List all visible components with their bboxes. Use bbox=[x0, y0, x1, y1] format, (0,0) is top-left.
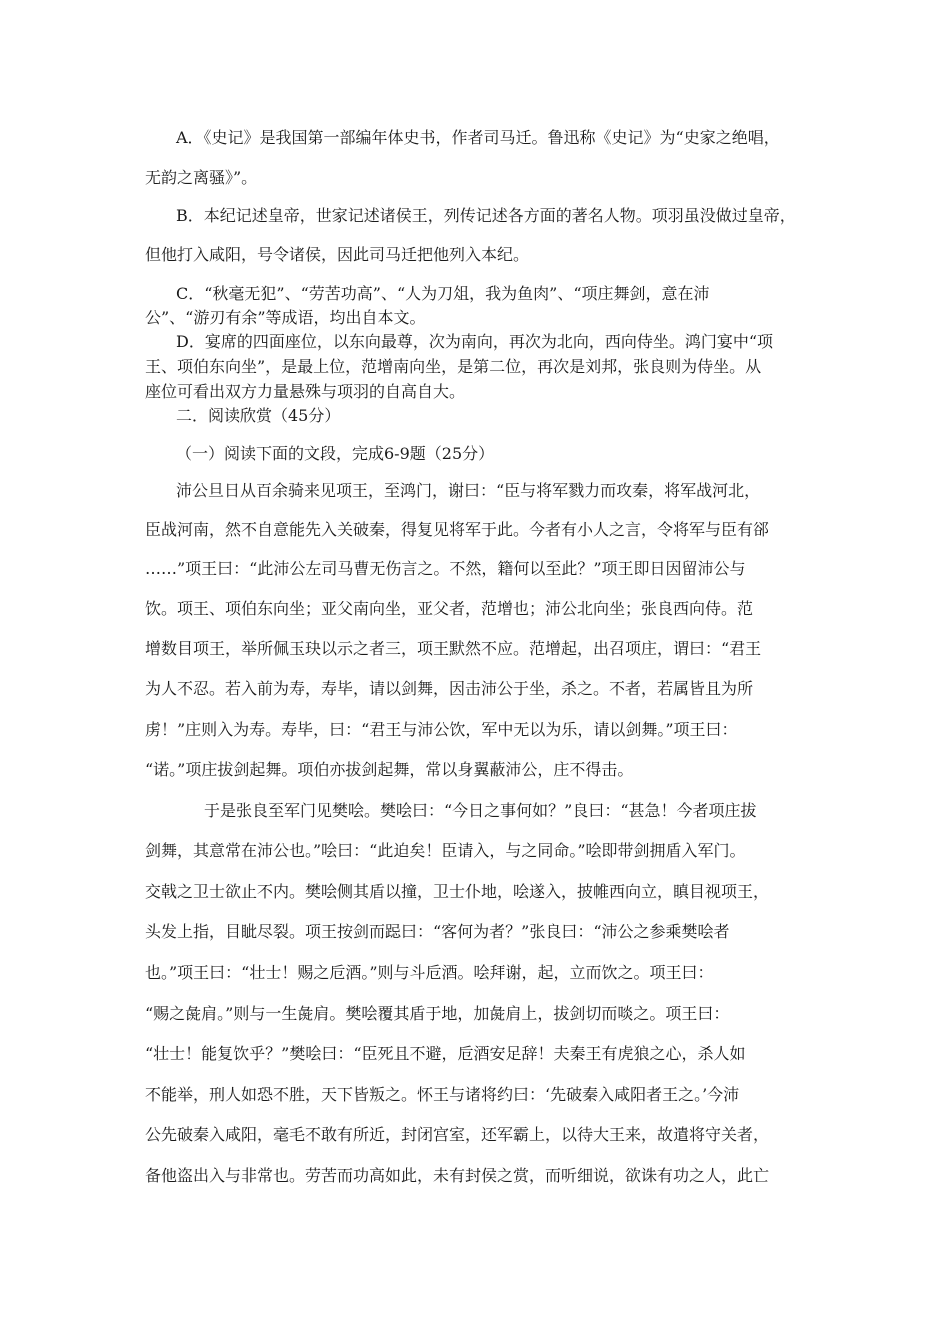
passage-p2-line-3: 交戟之卫士欲止不内。樊哙侧其盾以撞，卫士仆地，哙遂入，披帷西向立，瞋目视项王， bbox=[145, 882, 770, 901]
section-subheading: （一）阅读下面的文段，完成6-9题（25分） bbox=[176, 444, 495, 463]
passage-p2-line-9: 公先破秦入咸阳，毫毛不敢有所近，封闭宫室，还军霸上，以待大王来，故遣将守关者， bbox=[145, 1125, 770, 1144]
option-d-line-2: 王、项伯东向坐”，是最上位，范增南向坐，是第二位，再次是刘邦，张良则为侍坐。从 bbox=[145, 357, 762, 376]
passage-p1-line-2: 臣战河南，然不自意能先入关破秦，得复见将军于此。今者有小人之言，令将军与臣有郤 bbox=[145, 520, 770, 539]
section-heading: 二．阅读欣赏（45分） bbox=[176, 406, 341, 425]
passage-p2-line-5: 也。”项王曰：“壮士！赐之卮酒。”则与斗卮酒。哙拜谢，起，立而饮之。项王曰： bbox=[145, 963, 714, 982]
option-b-line-2: 但他打入咸阳，号令诸侯，因此司马迁把他列入本纪。 bbox=[145, 245, 530, 264]
passage-p2-line-8: 不能举，刑人如恐不胜，天下皆叛之。怀王与诸将约曰：‘先破秦入咸阳者王之。’今沛 bbox=[145, 1085, 740, 1104]
passage-p2-line-4: 头发上指，目眦尽裂。项王按剑而跽曰：“客何为者？”张良曰：“沛公之参乘樊哙者 bbox=[145, 922, 730, 941]
passage-p1-line-1: 沛公旦日从百余骑来见项王，至鸿门，谢曰：“臣与将军戮力而攻秦，将军战河北， bbox=[176, 481, 761, 500]
passage-p1-line-4: 饮。项王、项伯东向坐；亚父南向坐，亚父者，范增也；沛公北向坐；张良西向侍。范 bbox=[145, 599, 754, 618]
passage-p2-line-1: 于是张良至军门见樊哙。樊哙曰：“今日之事何如？”良曰：“甚急！今者项庄拔 bbox=[204, 801, 757, 820]
option-a-line-2: 无韵之离骚》”。 bbox=[145, 168, 258, 187]
passage-p1-line-5: 增数目项王，举所佩玉玦以示之者三，项王默然不应。范增起，出召项庄，谓曰：“君王 bbox=[145, 639, 762, 658]
passage-p1-line-6: 为人不忍。若入前为寿，寿毕，请以剑舞，因击沛公于坐，杀之。不者，若属皆且为所 bbox=[145, 679, 754, 698]
passage-p2-line-7: “壮士！能复饮乎？”樊哙曰：“臣死且不避，卮酒安足辞！夫秦王有虎狼之心，杀人如 bbox=[145, 1044, 746, 1063]
passage-p1-line-8: “诺。”项庄拔剑起舞。项伯亦拔剑起舞，常以身翼蔽沛公，庄不得击。 bbox=[145, 760, 634, 779]
passage-p2-line-10: 备他盗出入与非常也。劳苦而功高如此，未有封侯之赏，而听细说，欲诛有功之人，此亡 bbox=[145, 1166, 770, 1185]
option-c-line-1: C．“秋毫无犯”、“劳苦功高”、“人为刀俎，我为鱼肉”、“项庄舞剑，意在沛 bbox=[176, 284, 710, 303]
passage-p2-line-2: 剑舞，其意常在沛公也。”哙曰：“此迫矣！臣请入，与之同命。”哙即带剑拥盾入军门。 bbox=[145, 841, 746, 860]
passage-p2-line-6: “赐之彘肩。”则与一生彘肩。樊哙覆其盾于地，加彘肩上，拔剑切而啖之。项王曰： bbox=[145, 1004, 730, 1023]
passage-p1-line-7: 虏！”庄则入为寿。寿毕，曰：“君王与沛公饮，军中无以为乐，请以剑舞。”项王曰： bbox=[145, 720, 738, 739]
option-d-line-3: 座位可看出双方力量悬殊与项羽的自高自大。 bbox=[145, 382, 466, 401]
option-d-line-1: D．宴席的四面座位，以东向最尊，次为南向，再次为北向，西向侍坐。鸿门宴中“项 bbox=[176, 332, 774, 351]
option-a-line-1: A．《史记》是我国第一部编年体史书，作者司马迁。鲁迅称《史记》为“史家之绝唱， bbox=[176, 128, 780, 147]
option-c-line-2: 公”、“游刃有余”等成语，均出自本文。 bbox=[145, 308, 426, 327]
option-b-line-1: B．本纪记述皇帝，世家记述诸侯王，列传记述各方面的著名人物。项羽虽没做过皇帝， bbox=[176, 206, 796, 225]
passage-p1-line-3: ……”项王曰：“此沛公左司马曹无伤言之。不然，籍何以至此？”项王即日因留沛公与 bbox=[145, 559, 746, 578]
